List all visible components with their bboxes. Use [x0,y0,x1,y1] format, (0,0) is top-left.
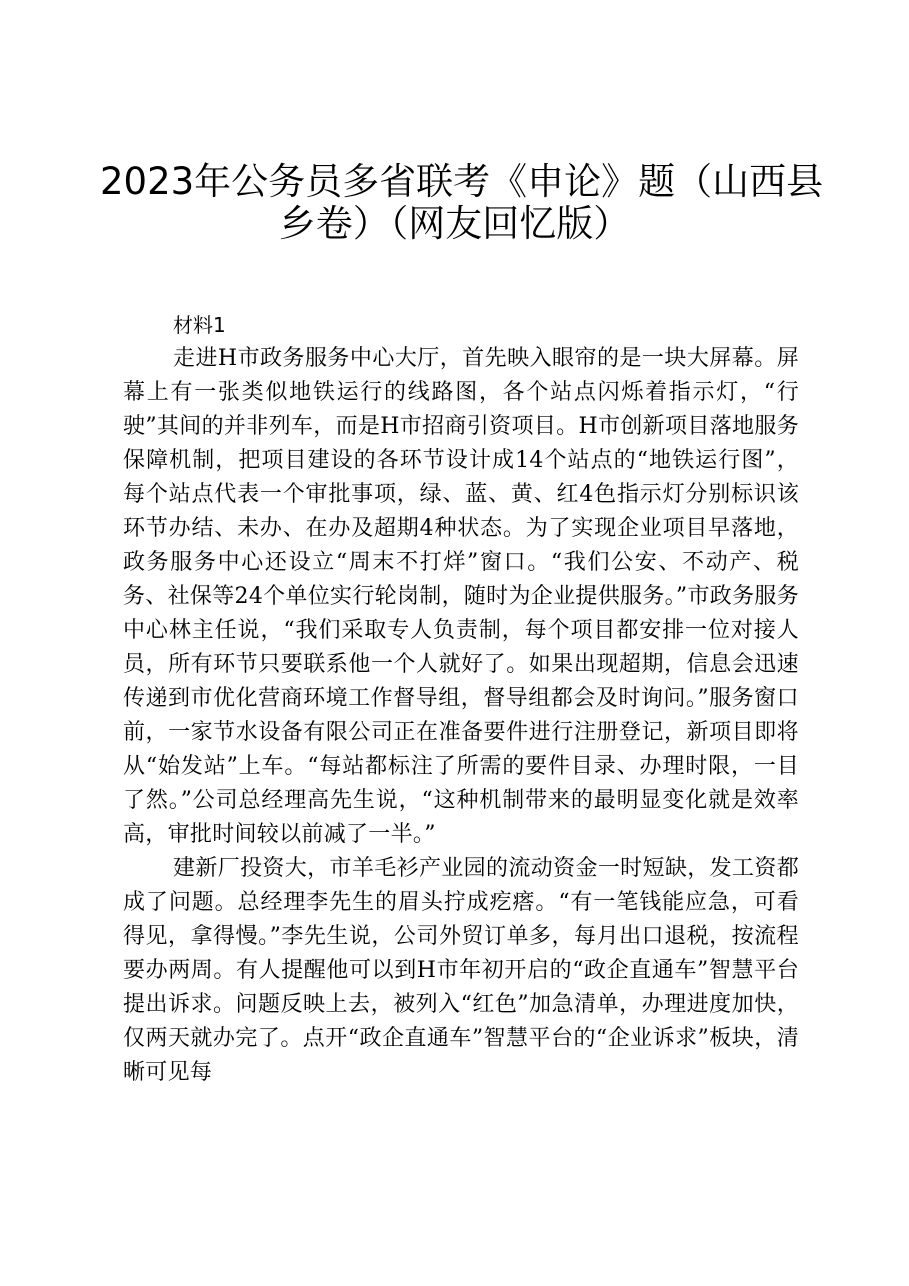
section-label: 材料1 [173,313,226,337]
document-title-line-1: 2023年公务员多省联考《申论》题（山西县 [100,160,824,203]
document-body [123,308,799,1090]
paragraph-1: 走进H市政务服务中心大厅，首先映入眼帘的是一块大屏幕。屏幕上有一张类似地铁运行的线路图，各个站点闪烁着指示灯，“行驶”其间的并非列车，而是H市招商引资项目。H市创新项目落地服务保障机制，把项目建设的各环节设计成14个站点的“地铁运行图”，每个站点代表一个审批事项，绿、蓝、黄、红4色指示灯分别标识该环节办结、未办、在办及超期4种状态。为了实现企业项目早落地，政务服务中心还设立“周末不打烊”窗口。“我们公安、不动产、税务、社保等24个单位实行轮岗制，随时为企业提供服务。”市政务服务中心林主任说，“我们采取专人负责制，每个项目都安排一位对接人员，所有环节只要联系他一个人就好了。如果出现超期，信息会迅速传递到市优化营商环境工作督导组，督导组都会及时询问。”服务窗口前，一家节水设备有限公司正在准备要件进行注册登记，新项目即将从“始发站”上车。“每站都标注了所需的要件目录、办理时限，一目了然。”公司总经理高先生说，“这种机制带来的最明显变化就是效率高，审批时间较以前减了一半。” [123,346,799,847]
paragraph-2: 建新厂投资大，市羊毛衫产业园的流动资金一时短缺，发工资都成了问题。总经理李先生的眉头拧成疙瘩。“有一笔钱能应急，可看得见，拿得慢。”李先生说，公司外贸订单多，每月出口退税，按流程要办两周。有人提醒他可以到H市年初开启的“政企直通车”智慧平台提出诉求。问题反映上去，被列入“红色”加急清单，办理进度加快，仅两天就办完了。点开“政企直通车”智慧平台的“企业诉求”板块，清晰可见每 [123,856,799,1085]
document-title-line-2: 乡卷）（网友回忆版） [278,202,631,245]
